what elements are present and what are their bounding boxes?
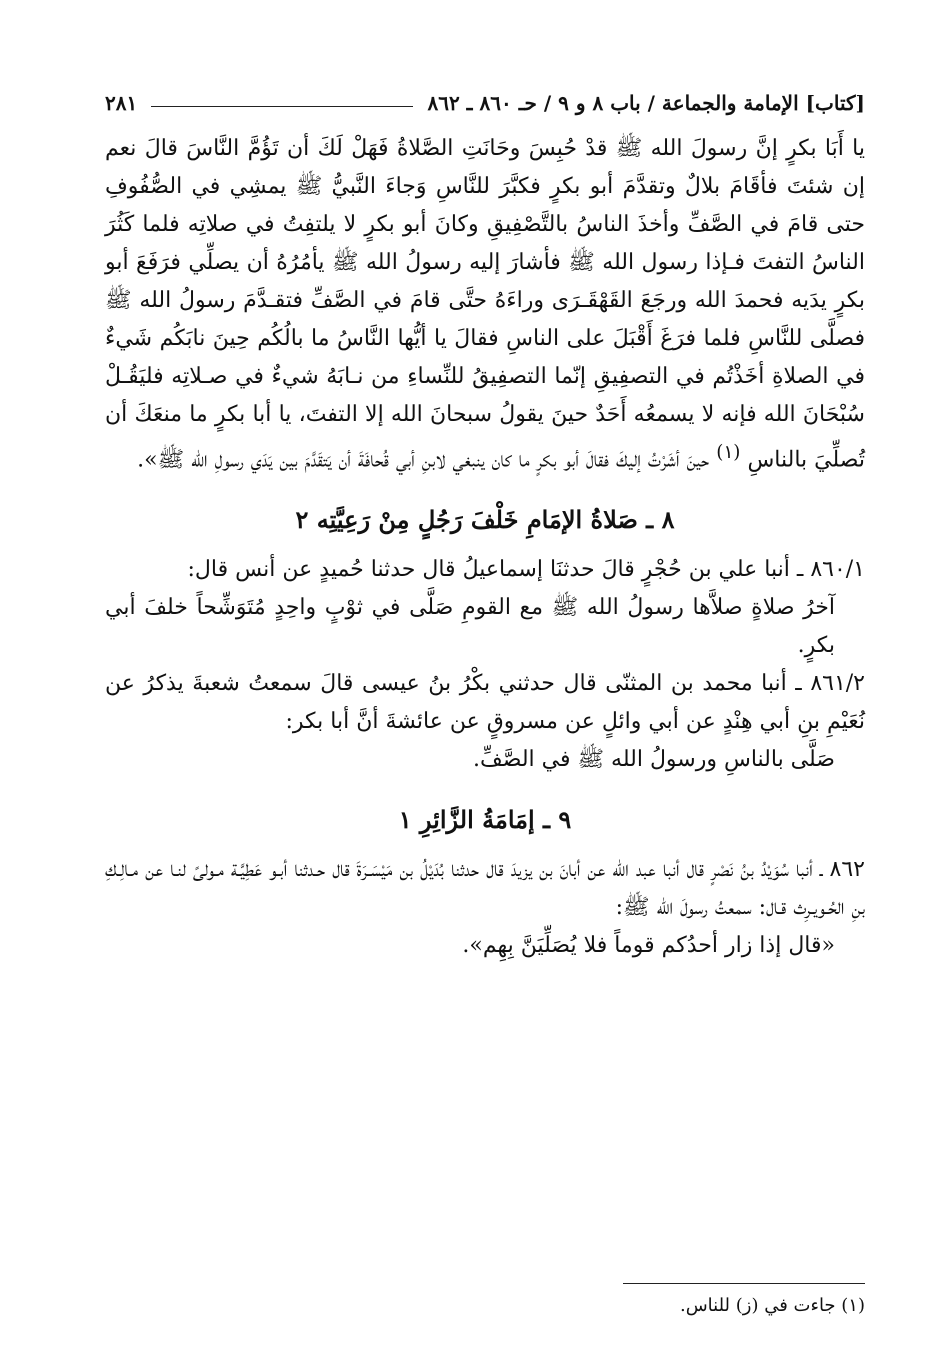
hadith-continuation [105,130,865,479]
continuation-end-text: حينَ أشَرْتُ إليكَ فقالَ أبو بكرٍ ما كان ينبغي لابنِ أبي قُحافَةَ أن يَتقَدَّمَ بين يَدَي رسولِ الله ﷺ». [137,447,710,473]
footnote-rule [623,1283,865,1284]
header-title: [كتاب] الإمامة والجماعة / باب ٨ و ٩ / حـ ٨٦٠ ـ ٨٦٢ [427,91,865,115]
hadith-860-isnad: ٨٦٠/١ ـ أنبا علي بن حُجْرٍ قالَ حدثنَا إسماعيلُ قال حدثنا حُميدٍ عن أنس قال: [187,557,865,583]
continuation-text: يا أَبَا بكرٍ إنَّ رسولَ الله ﷺ قدْ حُبِسَ وحَانَتِ الصَّلاةُ فَهَلْ لَكَ أن تَؤُمَّ النَّاسَ قالَ نعم إن شئتَ فأقَامَ بلالٌ وتقدَّمَ أبو بكرٍ فكبَّرَ للنَّاسِ وَجاءَ النَّبيُّ ﷺ يمشِي في الصُّفُوفِ حتى قامَ في الصَّفِّ وأخذَ الناسُ بالتَّصْفِيقِ وكانَ أبو بكرٍ لا يلتفِتُ في صلاتِه فلما كَثُرَ الناسُ التفتَ فـإذا رسول الله ﷺ فأشارَ إليه رسولُ الله ﷺ يأمُرُهُ أن يصلِّي فرَفَعَ أبو بكرٍ يدَيه فحمدَ الله ورجَعَ القَهْقَـرَى وراءَهُ حتَّى قامَ في الصَّفِّ فتقـدَّمَ رسولُ الله ﷺ فصلَّى للنَّاسِ فلما فرَغَ أَقْبَلَ على الناسِ فقالَ يا أيُّها النَّاسُ ما بالُكُم حِينَ نابَكُم شَيءٌ في الصلاةِ أخَذْتُم في التصفِيقِ إنّما التصفِيقُ للنِّساءِ من نـابَهُ شيءٌ في صـلاتِه فليَقُـلْ سُبْحَانَ الله فإنه لا يسمعُه أَحَدٌ حينَ يقولُ سبحانَ الله إلا التفتَ، يا أبا بكرٍ ما منعَكَ أن تُصلِّيَ بالناسِ [105,136,866,473]
hadith-862-matn: «قال إذا زار أحدُكم قوماً فلا يُصَلِّيَنَّ بِهِم». [462,933,835,959]
header-rule [151,106,413,107]
section-9-title: ٩ ـ إمَامَةُ الزَّائِرِ ١ [398,805,572,835]
page-number: ٢٨١ [105,91,138,115]
hadith-861-isnad: ٨٦١/٢ ـ أنبا محمد بن المثنّى قال حدثني بكْرُ بنُ عيسى قالَ سمعتُ شعبةَ يذكرُ عن نُعَيْمِ بنِ أبي هِنْدٍ عن أبي وائلٍ عن مسروقٍ عن عائشةَ أنَّ أبا بكر: [105,671,865,735]
hadith-862-isnad: ٨٦٢ ـ أنبا سُوَيْدُ بنُ نَصْرٍ قال أنبا عبد الله عن أبانَ بن يزيدَ قال حدثنا بُدَيْلُ بن مَيْسَـرَةَ قال حـدثنا أبـو عَطِيَّـة مـولىً لنـا عن مـالِـكِ بنِ الحُـويـرِث قـال: سمعتُ رسولَ الله ﷺ: [105,857,865,921]
running-header [105,86,865,120]
hadith-860-matn: آخرُ صلاةٍ صلاَّها رسولُ الله ﷺ مع القومِ صَلَّى في ثوْبٍ واحِدٍ مُتَوَشِّحاً خلفَ أبي بكرٍ. [105,595,836,659]
footnote: (١) جاءت في (ز) للناس. [679,1295,865,1316]
main-text [105,130,865,965]
section-8-title: ٨ ـ صَلاةُ الإمَامِ خَلْفَ رَجُلٍ مِنْ رَعِيَّتِه ٢ [295,505,675,535]
hadith-861-matn: صَلَّى بالناسِ ورسولُ الله ﷺ في الصَّفِّ. [472,747,835,773]
footnote-marker: (١) [716,442,741,463]
